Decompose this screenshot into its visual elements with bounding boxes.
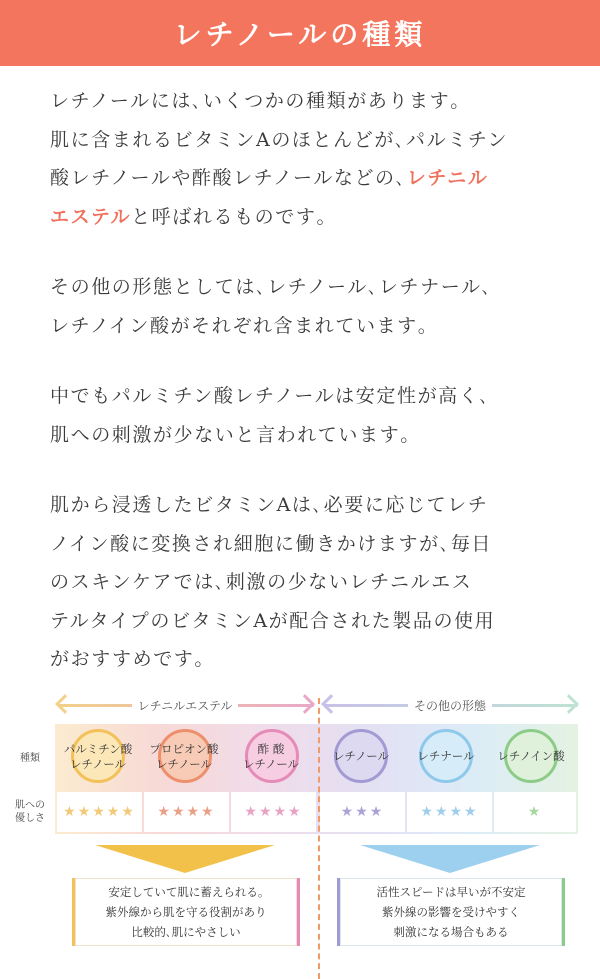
gentleness-stars: ★★★★ (407, 792, 492, 832)
funnel-right (360, 845, 540, 873)
gentleness-stars: ★ (494, 792, 576, 832)
paragraph-4: 肌から浸透したビタミンAは､必要に応じてレチ ノイン酸に変換され細胞に働きかけますが､毎日 のスキンケアでは､刺激の少ないレチニルエス テルタイプのビタミンAが配合された製品の使用 がおすすめです｡ (50, 494, 496, 670)
gentleness-stars: ★★★★ (144, 792, 229, 832)
group-label-retinyl-ester: レチニルエステル (115, 690, 255, 720)
type-label: レチナール (417, 749, 475, 763)
type-label: パルミチン酸 レチノール (63, 742, 133, 771)
arrow-right-icon (295, 694, 315, 714)
group-divider (318, 698, 320, 979)
type-label: レチノール (332, 749, 390, 763)
row-label-type: 種類 (20, 753, 40, 764)
article-body (50, 82, 570, 711)
gentleness-stars: ★★★ (320, 792, 405, 832)
highlight-term: レチニル (406, 167, 489, 189)
funnel-left (95, 845, 275, 873)
paragraph-2: その他の形態としては､レチノール､レチナール､ レチノイン酸がそれぞれ含まれています｡ (50, 276, 493, 337)
gentleness-stars: ★★★★ (231, 792, 316, 832)
retinol-types-chart (0, 690, 600, 979)
arrow-right-icon (559, 694, 579, 714)
gentleness-stars: ★★★★★ (57, 792, 142, 832)
highlight-term: エステル (50, 205, 132, 228)
group-label-other-forms: その他の形態 (390, 690, 510, 720)
row-label-gentleness: 肌への 優しさ (15, 800, 45, 824)
arrow-left-icon (55, 694, 75, 714)
type-label: 酢 酸 レチノール (242, 742, 300, 771)
note-retinyl-ester: 安定していて肌に蓄えられる｡ 紫外線から肌を守る役割があり 比較的､肌にやさしい (72, 878, 300, 946)
arrow-left-icon (321, 694, 341, 714)
type-label: レチノイン酸 (497, 749, 565, 763)
note-other-forms: 活性スピードは早いが不安定 紫外線の影響を受けやすく 刺激になる場合もある (337, 878, 565, 946)
section-header (0, 0, 600, 66)
paragraph-1: レチノールには､いくつかの種類があります｡ 肌に含まれるビタミンAのほとんどが､パルミチン 酸レチノールや酢酸レチノールなどの､レチニル エステルと呼ばれるものです｡ (50, 90, 509, 228)
type-label: プロピオン酸 レチノール (149, 742, 219, 771)
paragraph-3: 中でもパルミチン酸レチノールは安定性が高く､ 肌への刺激が少ないと言われています｡ (50, 385, 491, 446)
section-title: レチノールの種類 (173, 18, 427, 51)
